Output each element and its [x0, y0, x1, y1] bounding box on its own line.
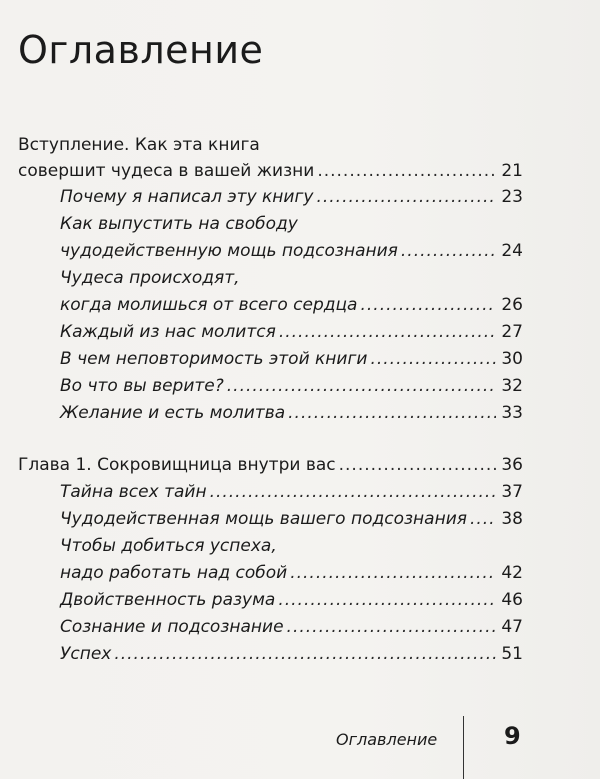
toc-entry [60, 321, 523, 343]
toc-page-number: 24 [501, 241, 523, 261]
dot-leader [278, 589, 496, 611]
dot-leader [316, 186, 496, 208]
toc-entry [60, 186, 523, 208]
toc-entry-text: Глава 1. Сокровищница внутри вас [18, 455, 336, 475]
toc-entry-text: В чем неповторимость этой книги [60, 349, 368, 369]
footer-divider [463, 716, 464, 779]
dot-leader [360, 294, 496, 316]
toc-entry-text: Во что вы верите? [60, 376, 224, 396]
folio-page-number: 9 [504, 722, 521, 750]
toc-entry [60, 294, 523, 316]
dot-leader [339, 454, 496, 476]
toc-page-number: 42 [501, 563, 523, 583]
toc-page-number: 46 [501, 590, 523, 610]
toc-page-number: 23 [501, 187, 523, 207]
toc-page-number: 21 [501, 161, 523, 181]
toc-entry-text: Вступление. Как эта книга [18, 135, 260, 155]
dot-leader [290, 562, 496, 584]
toc-page-number: 37 [501, 482, 523, 502]
toc-entry-text: Сознание и подсознание [60, 617, 284, 637]
toc-entry [60, 267, 523, 289]
dot-leader [370, 348, 496, 370]
toc-entry-text: Почему я написал эту книгу [60, 187, 314, 207]
toc-page-number: 26 [501, 295, 523, 315]
toc-entry [60, 240, 523, 262]
dot-leader [401, 240, 496, 262]
running-footer-label: Оглавление [336, 730, 438, 749]
toc-entry [60, 562, 523, 584]
toc-entry-text: совершит чудеса в вашей жизни [18, 161, 315, 181]
toc-entry [18, 454, 523, 476]
dot-leader [210, 481, 496, 503]
toc-entry [60, 348, 523, 370]
toc-entry-text: Чтобы добиться успеха, [60, 536, 277, 556]
toc-entry-text: чудодейственную мощь подсознания [60, 241, 398, 261]
toc-page-number: 27 [501, 322, 523, 342]
page-title: Оглавление [18, 28, 264, 72]
toc-page-number: 32 [501, 376, 523, 396]
toc-entry [60, 535, 523, 557]
toc-entry [60, 375, 523, 397]
toc-page-number: 30 [501, 349, 523, 369]
toc-entry [18, 134, 523, 156]
dot-leader [279, 321, 496, 343]
toc-entry [18, 160, 523, 182]
toc-page-number: 51 [501, 644, 523, 664]
toc-entry-text: Желание и есть молитва [60, 403, 286, 423]
toc-entry-text: Двойственность разума [60, 590, 276, 610]
dot-leader [114, 643, 496, 665]
toc-page-number: 33 [501, 403, 523, 423]
toc-entry-text: Успех [60, 644, 112, 664]
toc-entry-text: Чудодейственная мощь вашего подсознания [60, 509, 467, 529]
toc-entry-text: Тайна всех тайн [60, 482, 207, 502]
dot-leader [317, 160, 496, 182]
toc-page-number: 47 [501, 617, 523, 637]
toc-entry [60, 643, 523, 665]
toc-entry [60, 589, 523, 611]
toc-entry [60, 402, 523, 424]
toc-page-number: 36 [501, 455, 523, 475]
toc-entry-text: надо работать над собой [60, 563, 288, 583]
toc-entry-text: Чудеса происходят, [60, 268, 240, 288]
toc-entry [60, 213, 523, 235]
dot-leader [288, 402, 496, 424]
toc-entry [60, 616, 523, 638]
dot-leader [227, 375, 496, 397]
toc-page-number: 38 [501, 509, 523, 529]
toc-entry [60, 481, 523, 503]
dot-leader [287, 616, 496, 638]
dot-leader [470, 508, 496, 530]
toc-entry-text: когда молишься от всего сердца [60, 295, 358, 315]
toc-entry-text: Каждый из нас молится [60, 322, 276, 342]
toc-entry-text: Как выпустить на свободу [60, 214, 298, 234]
toc-entry [60, 508, 523, 530]
